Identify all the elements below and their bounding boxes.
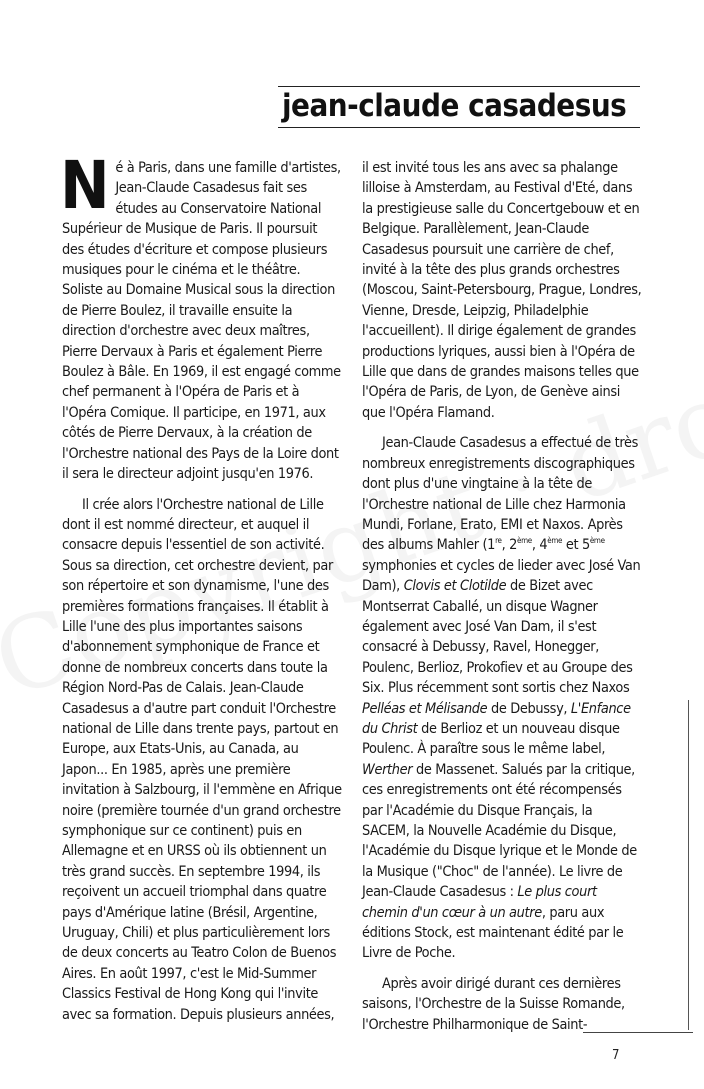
right-column [362,158,642,1035]
left-column [60,147,342,1025]
superscript: ème [547,536,563,546]
book-title: Le plus court chemin d'un cœur à un autre [362,884,597,921]
side-rule [688,700,689,1030]
paragraph-2: Il crée alors l'Orchestre national de Lille dont il est nommé directeur, et auquel il consacre depuis l'essentiel de son activité. Sous sa direction, cet orchestre devient, par son répertoire et son dynamisme, l'une des premières formations françaises. Il établit à Lille l'une des plus importantes saisons d'abonnement symphonique de France et donne de nombreux concerts dans toute la Région Nord-Pas de Calais. Jean-Claude Casadesus a d'autre part conduit l'Orchestre national de Lille dans trente pays, partout en Europe, aux Etats-Unis, au Canada, au Japon... En 1985, après une première invitation à Salzbourg, il l'emmène en Afrique noire (première tournée d'un grand orchestre symphonique sur ce continent) puis en Allemagne et en URSS où ils obtiennent un très grand succès. En septembre 1994, ils reçoivent un accueil triomphal dans quatre pays d'Amérique latine (Brésil, Argentine, Uruguay, Chili) et plus particulièrement lors de deux concerts au Teatro Colon de Buenos Aires. En août 1997, c'est le Mid-Summer Classics Festival de Hong Kong qui l'invite avec sa formation. Depuis plusieurs années, [62,496,342,1023]
text: de Berlioz et un nouveau disque Poulenc. À paraître sous le même label, [362,720,620,758]
text: de Bizet avec Montserrat Caballé, un disque Wagner également avec José Van Dam, il s'est consacré à Debussy, Ravel, Honegger, Poulenc, Berlioz, Prokofiev et au Groupe des Six. Plus récemment sont sortis chez Naxos [362,578,633,697]
work-title: Clovis et Clotilde [403,578,507,595]
paragraph-4 [362,433,642,964]
text: symphonies et cycles de lieder avec José Van Dam), [362,557,641,595]
page-title: jean-claude casadesus [282,88,627,124]
superscript: re [495,536,502,546]
work-title: L'Enfance du Christ [362,700,631,737]
title-bottom-rule [278,127,640,128]
superscript: ème [589,536,605,546]
text: Jean-Claude Casadesus a effectué de très nombreux enregistrements discographiques dont plus d'une vingtaine à la tête de l'Orchestre national de Lille chez Harmonia Mundi, Forlane, Erato, EMI et Naxos. Après des albums Mahler (1 [362,435,638,554]
paragraph-3: il est invité tous les ans avec sa phalange lilloise à Amsterdam, au Festival d'Eté, dans la prestigieuse salle du Concertgebouw et en Belgique. Parallèlement, Jean-Claude Casadesus poursuit une carrière de chef, invité à la tête des plus grands orchestres (Moscou, Saint-Petersbourg, Prague, Londres, Vienne, Dresde, Leipzig, Philadelphie l'accueillent). Il dirige également de grandes productions lyriques, aussi bien à l'Opéra de Lille que dans de grandes maisons telles que l'Opéra de Paris, de Lyon, de Genève ainsi que l'Opéra Flamand. [362,160,642,421]
text: et 5 [562,537,590,554]
text: de Debussy, [487,700,571,717]
drop-cap: N [60,147,110,224]
page-number: 7 [612,1048,620,1063]
work-title: Pelléas et Mélisande [362,700,488,717]
paragraph-1-text: é à Paris, dans une famille d'artistes, Jean-Claude Casadesus fait ses études au Conservatoire National Supérieur de Musique de Paris. Il poursuit des études d'écriture et compose plusieurs musiques pour le cinéma et le théâtre. Soliste au Domaine Musical sous la direction de Pierre Boulez, il travaille ensuite la direction d'orchestre avec deux maîtres, Pierre Dervaux à Paris et également Pierre Boulez à Bâle. En 1969, il est engagé comme chef permanent à l'Opéra de Paris et à l'Opéra Comique. Il participe, en 1971, aux côtés de Pierre Dervaux, à la création de l'Orchestre national des Pays de la Loire dont il sera le directeur adjoint jusqu'en 1976. [62,160,341,483]
paragraph-1 [60,147,342,485]
text: , 2 [501,537,518,554]
text: , paru aux éditions Stock, est maintenant édité par le Livre de Poche. [362,904,624,962]
text: , 4 [531,537,548,554]
work-title: Werther [362,761,413,778]
footer-rule [583,1032,693,1033]
paragraph-5: Après avoir dirigé durant ces dernières saisons, l'Orchestre de la Suisse Romande, l'Orchestre Philharmonique de Saint- [362,975,625,1033]
text: de Massenet. Salués par la critique, ces enregistrements ont été récompensés par l'Académie du Disque Français, la SACEM, la Nouvelle Académie du Disque, l'Académie du Disque lyrique et le Monde de la Musique ("Choc" de l'année). Le livre de Jean-Claude Casadesus : [362,761,637,901]
superscript: ème [517,536,532,546]
